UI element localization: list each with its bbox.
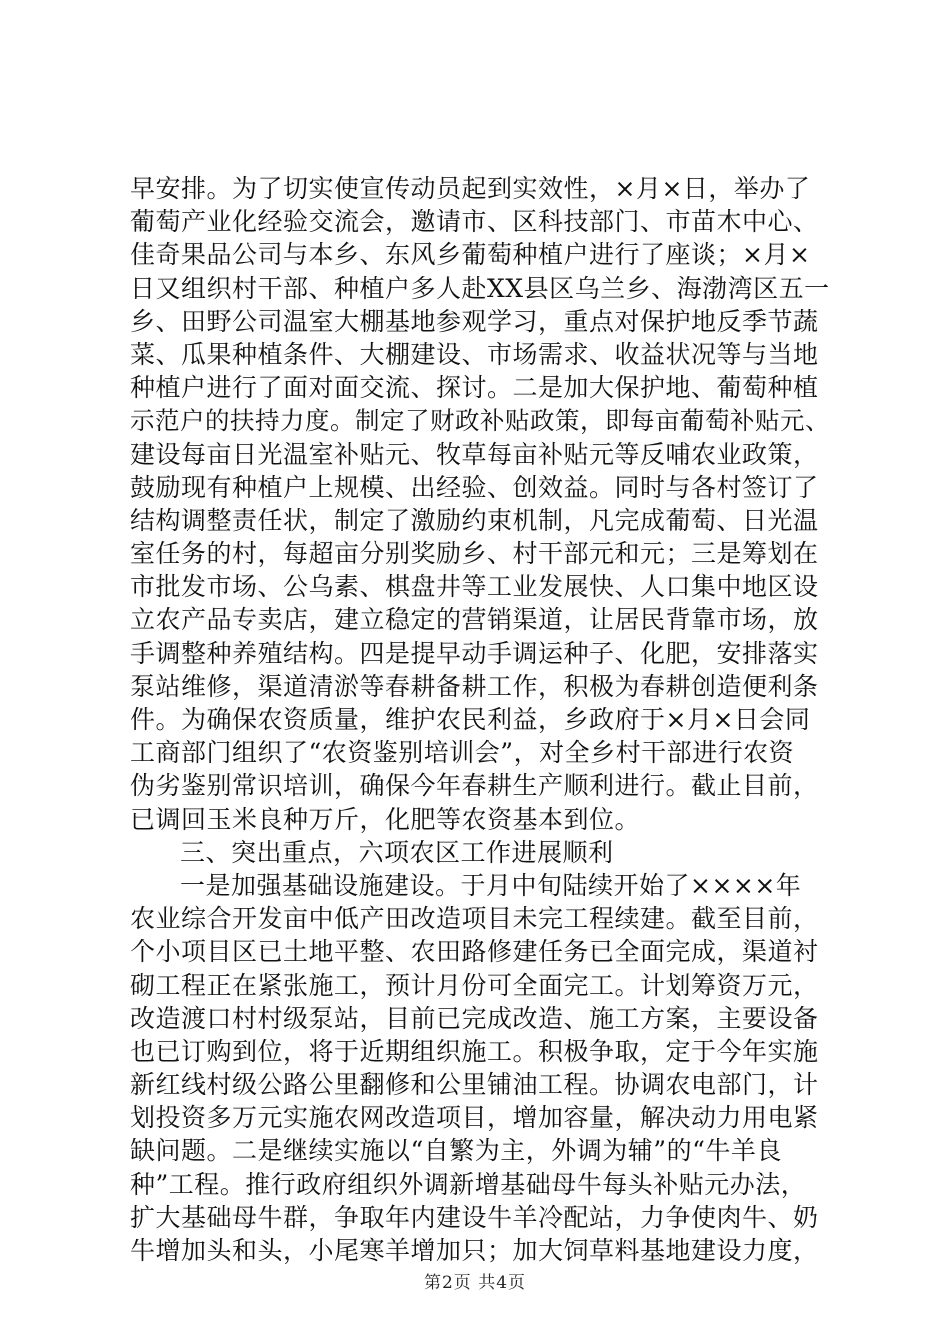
text-line: 手调整种养殖结构。四是提早动手调运种子、化肥，安排落实 — [130, 638, 819, 668]
text-line: 改造渡口村村级泵站，目前已完成改造、施工方案，主要设备 — [130, 1003, 819, 1033]
text-line: 早安排。为了切实使宣传动员起到实效性，×月×日，举办了 — [130, 174, 811, 203]
text-line: 建设每亩日光温室补贴元、牧草每亩补贴元等反哺农业政策， — [130, 439, 819, 469]
text-line: 也已订购到位，将于近期组织施工。积极争取，定于今年实施 — [130, 1036, 819, 1066]
text-line: 立农产品专卖店，建立稳定的营销渠道，让居民背靠市场，放 — [130, 605, 819, 635]
text-line: 新红线村级公路公里翻修和公里铺油工程。协调农电部门，计 — [130, 1070, 819, 1100]
text-line: 划投资多万元实施农网改造项目，增加容量，解决动力用电紧 — [130, 1103, 819, 1133]
text-line: 市批发市场、公乌素、棋盘井等工业发展快、人口集中地区设 — [130, 572, 819, 602]
text-line: 葡萄产业化经验交流会，邀请市、区科技部门、市苗木中心、 — [130, 207, 819, 237]
text-line: 三、突出重点，六项农区工作进展顺利 — [180, 837, 614, 867]
text-line: 牛增加头和头，小尾寒羊增加只；加大饲草料基地建设力度， — [130, 1236, 819, 1265]
text-line: 伪劣鉴别常识培训，确保今年春耕生产顺利进行。截止目前， — [130, 771, 819, 801]
text-line: 缺问题。二是继续实施以“自繁为主，外调为辅”的“牛羊良 — [130, 1136, 782, 1166]
text-line: 工商部门组织了“农资鉴别培训会”，对全乡村干部进行农资 — [130, 738, 795, 768]
text-line: 室任务的村，每超亩分别奖励乡、村干部元和元；三是筹划在 — [130, 539, 819, 569]
text-line: 菜、瓜果种植条件、大棚建设、市场需求、收益状况等与当地 — [130, 339, 819, 369]
text-line: 佳奇果品公司与本乡、东风乡葡萄种植户进行了座谈；×月× — [130, 240, 811, 270]
text-line: 扩大基础母牛群，争取年内建设牛羊冷配站，力争使肉牛、奶 — [130, 1202, 819, 1232]
text-line: 个小项目区已土地平整、农田路修建任务已全面完成，渠道衬 — [130, 937, 819, 967]
text-line: 示范户的扶持力度。制定了财政补贴政策，即每亩葡萄补贴元、 — [130, 406, 830, 436]
text-line: 鼓励现有种植户上规模、出经验、创效益。同时与各村签订了 — [130, 472, 819, 502]
text-line: 一是加强基础设施建设。于月中旬陆续开始了××××年 — [180, 870, 802, 900]
text-line: 已调回玉米良种万斤，化肥等农资基本到位。 — [130, 804, 641, 834]
text-line: 结构调整责任状，制定了激励约束机制，凡完成葡萄、日光温 — [130, 505, 819, 535]
text-line: 种”工程。推行政府组织外调新增基础母牛每头补贴元办法， — [130, 1169, 807, 1199]
text-line: 乡、田野公司温室大棚基地参观学习，重点对保护地反季节蔬 — [130, 306, 819, 336]
text-line: 砌工程正在紧张施工，预计月份可全面完工。计划筹资万元， — [130, 970, 819, 1000]
text-line: 种植户进行了面对面交流、探讨。二是加大保护地、葡萄种植 — [130, 373, 819, 403]
text-line: 农业综合开发亩中低产田改造项目未完工程续建。截至目前， — [130, 904, 819, 934]
text-line: 日又组织村干部、种植户多人赴XX县区乌兰乡、海渤湾区五一 — [130, 273, 830, 303]
text-line: 泵站维修，渠道清淤等春耕备耕工作，积极为春耕创造便利条 — [130, 671, 819, 701]
body-text — [130, 172, 830, 1267]
text-line: 件。为确保农资质量，维护农民利益，乡政府于×月×日会同 — [130, 705, 811, 734]
page-footer: 第2页 共4页 — [423, 1273, 527, 1293]
